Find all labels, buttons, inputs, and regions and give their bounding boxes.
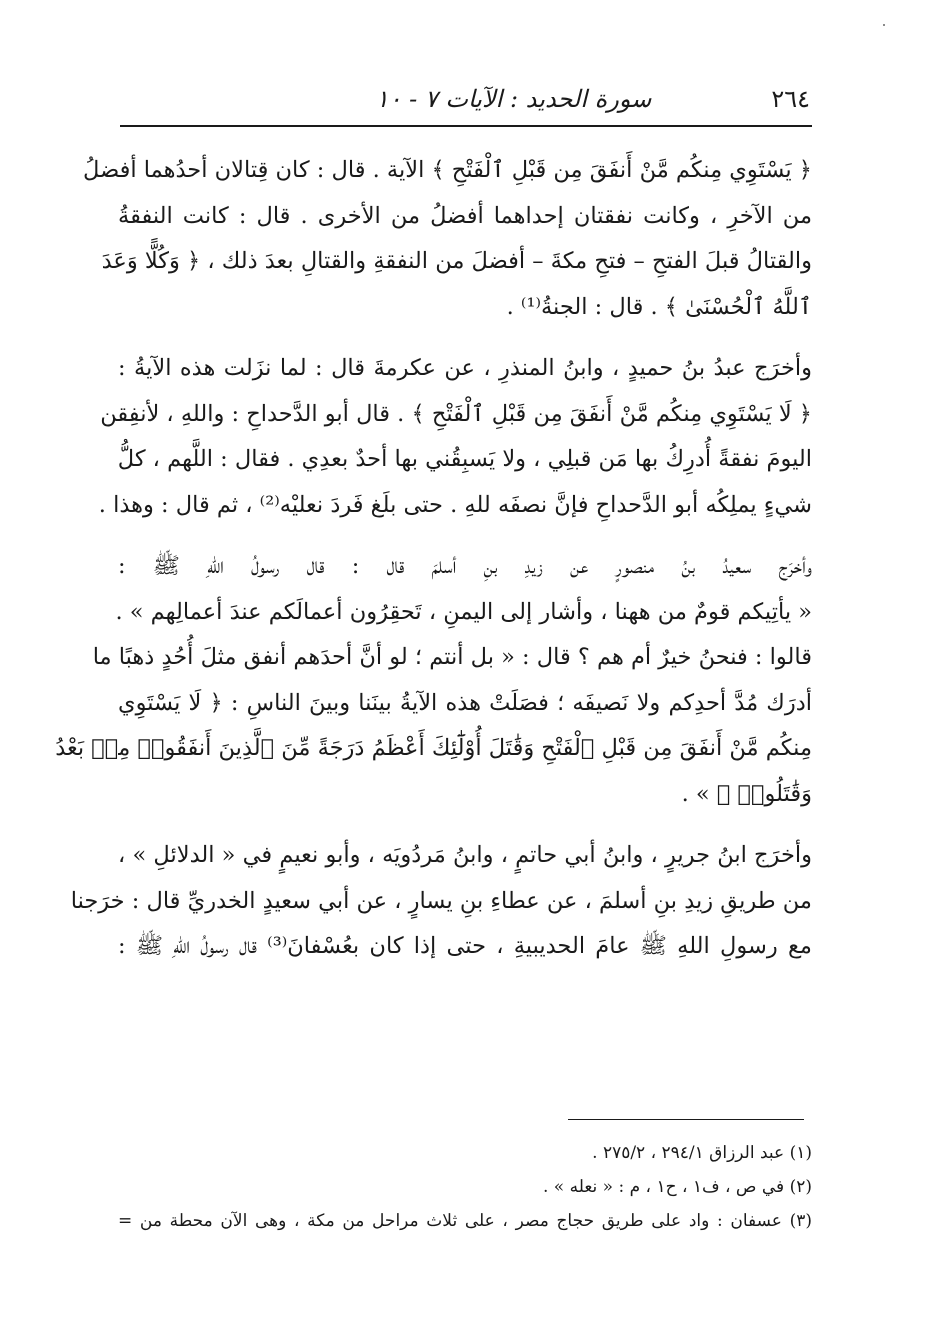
footnotes bbox=[118, 1136, 812, 1238]
paragraph-4 bbox=[70, 833, 812, 970]
page-header bbox=[120, 74, 810, 114]
body-text bbox=[55, 148, 812, 970]
text-line: والقتالُ قبلَ الفتحِ – فتحِ مكةَ – أفضلَ من النفقةِ والقتالِ بعدَ ذلك ، ﴿ وَكُلًّا وَعَدَ bbox=[101, 248, 812, 274]
running-title: سورة الحديد : الآيات ٧ - ١٠ bbox=[375, 85, 652, 113]
footnote-2: (٢) في ص ، ف١ ، ح١ ، م : « نعله » . bbox=[542, 1177, 812, 1197]
text-line: ﴿ يَسْتَوِي مِنكُم مَّنْ أَنفَقَ مِن قَبْلِ ٱلْفَتْحِ ﴾ الآية . قال : كان قِتالان أحدُهما أفضلُ bbox=[83, 157, 812, 183]
text-line: من طريقِ زيدِ بنِ أسلمَ ، عن عطاءِ بنِ يسارٍ ، عن أبي سعيدٍ الخدريِّ قال : خرَجنا bbox=[70, 887, 812, 914]
text-line: وأخرَج عبدُ بنُ حميدٍ ، وابنُ المنذرِ ، عن عكرمةَ قال : لما نزَلت هذه الآيةُ : bbox=[118, 355, 812, 381]
scan-speck bbox=[883, 24, 885, 26]
footnote-3: (٣) عسفان : واد على طريق حجاج مصر ، على ثلاث مراحل من مكة ، وهى الآن محطة من = bbox=[118, 1211, 812, 1231]
text-line: ﴿ لَا يَسْتَوِي مِنكُم مَّنْ أَنفَقَ مِن قَبْلِ ٱلْفَتْحِ ﴾ . قال أبو الدَّحداحِ : واللهِ ، لأنفِقن bbox=[100, 400, 812, 427]
text-line: وأخرَج ابنُ جريرٍ ، وابنُ أبي حاتمٍ ، وابنُ مَردُويَه ، وأبو نعيمٍ في « الدلائلِ » ، bbox=[118, 842, 812, 868]
text-line: وأخرَج سعيدُ بنُ منصورٍ عن زيدِ بنِ أسلمَ قال : قال رسولُ اللهِ ﷺ : bbox=[118, 553, 812, 579]
text-line: أدرَك مُدَّ أحدِكم ولا نَصيفَه ؛ فصَلَتْ هذه الآيةُ بينَنا وبينَ الناسِ : ﴿ لَا يَسْتَوِي bbox=[118, 689, 812, 716]
header-rule bbox=[120, 125, 812, 127]
text-line: « يأتِيكم قومٌ من ههنا ، وأشار إلى اليمنِ ، تَحقِرُون أعمالَكم عندَ أعمالِهم » . bbox=[115, 598, 812, 625]
text-line: شيءٍ يملِكُه أبو الدَّحداحِ فإنَّ نصفَه للهِ . حتى بلَغ فَردَ نعليْه⁽²⁾ ، ثم قال : وهذا . bbox=[98, 491, 812, 518]
text-line: قالوا : فنحنُ خيرٌ أم هم ؟ قال : « بل أنتم ؛ لو أنَّ أحدَهم أنفق مثلَ أُحُدٍ ذهبًا ما bbox=[92, 644, 812, 670]
text-line: ٱللَّهُ ٱلْحُسْنَىٰ ﴾ . قال : الجنةُ⁽¹⁾ . bbox=[506, 293, 812, 320]
text-line: من الآخرِ ، وكانت نفقتان إحداهما أفضلُ من الأخرى . قال : كانت النفقةُ bbox=[118, 202, 812, 229]
page-number: ٢٦٤ bbox=[771, 85, 810, 113]
text-line: وَقَٰتَلُوا۟ ﴾ » . bbox=[681, 780, 812, 807]
text-line: مع رسولِ اللهِ ﷺ عامَ الحديبيةِ ، حتى إذا كان بعُسْفانَ⁽³⁾ قال رسولُ اللهِ ﷺ : bbox=[118, 933, 812, 959]
paragraph-3 bbox=[55, 544, 812, 817]
footnote-1: (١) عبد الرزاق ٢٩٤/١ ، ٢٧٥/٢ . bbox=[592, 1143, 812, 1163]
text-line: مِنكُم مَّنْ أَنفَقَ مِن قَبْلِ ٱلْفَتْحِ وَقَٰتَلَ أُوْلَٰٓئِكَ أَعْظَمُ دَرَجَةً مِّنَ ٱلَّذِينَ أَنفَقُوا۟ مِنۢ بَعْدُ bbox=[55, 735, 812, 761]
paragraph-2 bbox=[98, 346, 812, 528]
text-line: اليومَ نفقةً أُدرِكُ بها مَن قبلِي ، ولا يَسبِقُني بها أحدٌ بعدِي . فقال : اللَّهم ، كلُّ bbox=[117, 446, 812, 472]
paragraph-1 bbox=[83, 148, 812, 330]
footnote-rule bbox=[568, 1119, 804, 1120]
